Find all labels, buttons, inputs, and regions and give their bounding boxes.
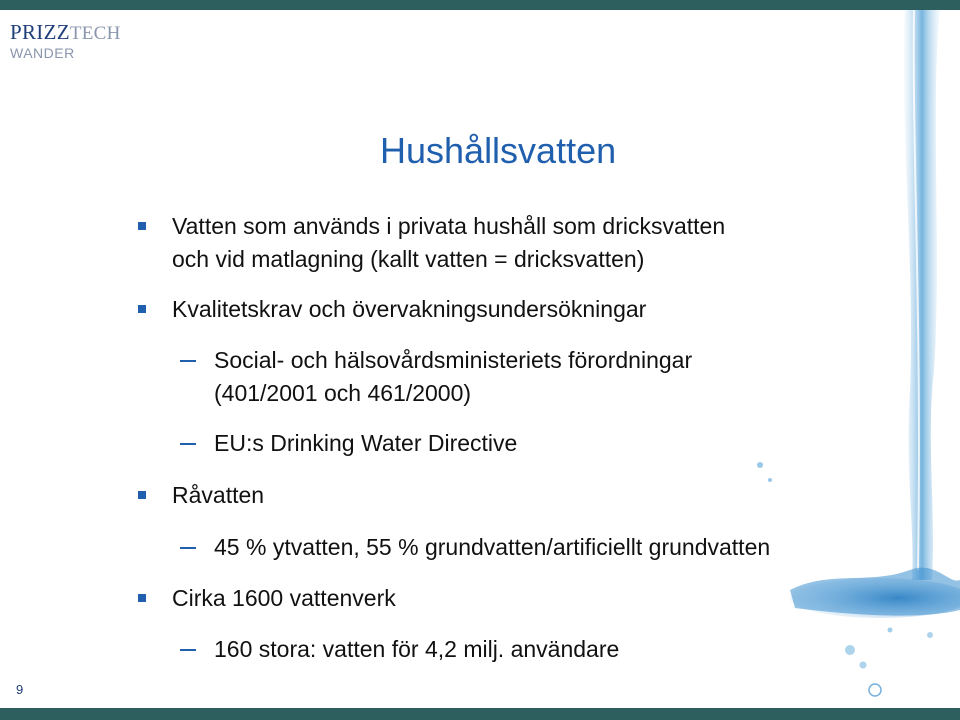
sub-bullet-text: 45 % ytvatten, 55 % grundvatten/artificiellt grundvatten — [214, 534, 771, 560]
bottom-bar — [0, 708, 960, 720]
bullet-text: Vatten som används i privata hushåll som dricksvatten — [172, 213, 726, 239]
bullet-square-icon — [138, 491, 146, 499]
slide-title: Hushållsvatten — [380, 130, 617, 171]
top-bar — [0, 0, 960, 10]
bullet-square-icon — [138, 305, 146, 313]
bullet-square-icon — [138, 594, 146, 602]
bullet-text: Råvatten — [172, 482, 265, 508]
bullet-dash-icon — [180, 360, 196, 362]
sub-bullet-text: 160 stora: vatten för 4,2 milj. användare — [214, 636, 620, 662]
sub-bullet-text: EU:s Drinking Water Directive — [214, 430, 518, 456]
sub-bullet-text: (401/2001 och 461/2000) — [214, 380, 472, 406]
bullet-text: Kvalitetskrav och övervakningsundersökningar — [172, 296, 647, 322]
sub-bullet-text: Social- och hälsovårdsministeriets förordningar — [214, 347, 693, 373]
bullet-text: Cirka 1600 vattenverk — [172, 585, 396, 611]
logo-line-1: PRIZZTECH — [10, 20, 121, 44]
bullet-text: och vid matlagning (kallt vatten = dricksvatten) — [172, 246, 645, 272]
company-logo — [10, 22, 121, 60]
page-number: 9 — [16, 682, 24, 697]
bullet-square-icon — [138, 222, 146, 230]
bullet-dash-icon — [180, 443, 196, 445]
bullet-dash-icon — [180, 547, 196, 549]
water-splash-image — [700, 10, 960, 708]
bullet-dash-icon — [180, 649, 196, 651]
logo-line-2: WANDER — [10, 45, 75, 61]
